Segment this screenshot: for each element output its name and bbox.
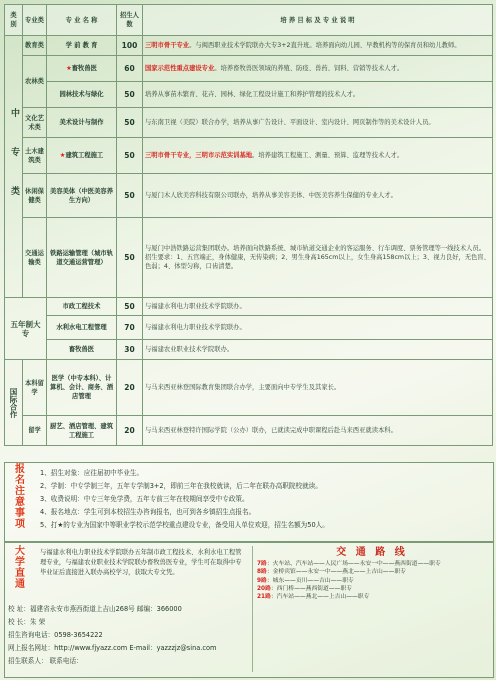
route-desc: ：火车站、汽车站——人民广场——永安一中——燕西街道——职专 bbox=[266, 561, 441, 567]
table-row bbox=[5, 108, 493, 138]
program-description: 与福建水利电力职业技术学院联办。 bbox=[143, 316, 493, 340]
star-icon: ★ bbox=[66, 65, 72, 72]
category-international: 国际合作 bbox=[5, 360, 23, 446]
note-item: 1、招生对象：应往届初中毕业生。 bbox=[40, 469, 144, 477]
highlight-text: 三明市骨干专业，三明市示范实训基地 bbox=[145, 152, 253, 159]
table-row bbox=[5, 138, 493, 174]
highlight-text: 三明市骨干专业 bbox=[145, 42, 190, 49]
description-text: 。与闽西职业技术学院联办大专3+2直升班。培养面向幼儿园、早教机构等的保育员和幼儿教师。 bbox=[189, 42, 461, 49]
enrollment-count: 50 bbox=[117, 138, 143, 174]
subcategory-cell: 文化艺术类 bbox=[23, 108, 47, 138]
route-desc: ：金桥宾馆——永安一中——燕北——上吉山——职专 bbox=[266, 569, 406, 576]
enrollment-count: 50 bbox=[117, 298, 143, 316]
enrollment-count: 50 bbox=[117, 108, 143, 138]
route-item bbox=[253, 585, 491, 593]
program-description: 与福建水利电力职业技术学院联办。 bbox=[143, 298, 493, 316]
table-row bbox=[5, 82, 493, 108]
enrollment-count: 20 bbox=[117, 416, 143, 446]
program-description bbox=[143, 138, 493, 174]
program-description bbox=[143, 56, 493, 82]
route-number: 9路 bbox=[257, 577, 267, 584]
table-row bbox=[5, 36, 493, 56]
program-description: 与厦门中浩铁路运营集团联办。培养面向铁路系统、城市轨道交通企业的客运服务、行车调度、票务管理等一线技术人员。招生要求：1、五官端正，身体健康，无传染病；2、男生身高165cm以上，女生身高158cm以上；3、视力良好，无色盲、色弱；4、体型匀称，口齿清楚。 bbox=[143, 218, 493, 298]
table-row bbox=[5, 56, 493, 82]
note-item: 2、学制：中专学制三年，五年专学制3+2，即前三年在我校就读，后二年在联办高职院校就读。 bbox=[40, 482, 322, 490]
subcategory-cell: 本科留学 bbox=[23, 360, 47, 416]
header-subcategory: 专业类 bbox=[23, 5, 47, 36]
major-name: 学 前 教 育 bbox=[47, 36, 117, 56]
enrollment-count: 70 bbox=[117, 316, 143, 340]
enrollment-count: 20 bbox=[117, 360, 143, 416]
highlight-text: 国家示范性重点建设专业 bbox=[145, 65, 215, 72]
header-category: 类 别 bbox=[5, 5, 23, 36]
major-name bbox=[47, 56, 117, 82]
table-row bbox=[5, 360, 493, 416]
subcategory-cell: 农林类 bbox=[23, 56, 47, 108]
enrollment-count: 50 bbox=[117, 218, 143, 298]
route-number: 7路 bbox=[257, 561, 267, 567]
subcategory-cell: 土木建筑类 bbox=[23, 138, 47, 174]
table-header-row bbox=[5, 5, 493, 36]
enrollment-count: 50 bbox=[117, 174, 143, 218]
web-email: 网上报名网址：http://www.fjyazz.com E-mail：yazzzjz@sina.com bbox=[8, 644, 217, 652]
enroll-phone: 招生咨询电话：0598-3654222 bbox=[8, 631, 103, 639]
major-name: 美术设计与制作 bbox=[47, 108, 117, 138]
table-row bbox=[5, 416, 493, 446]
route-item bbox=[253, 560, 491, 568]
header-count: 招生人数 bbox=[117, 5, 143, 36]
major-name bbox=[47, 138, 117, 174]
header-major: 专 业 名 称 bbox=[47, 5, 117, 36]
category-zhongzhuan: 中专类 bbox=[5, 36, 23, 298]
traffic-panel bbox=[252, 546, 491, 672]
program-description: 与福建农业职业技术学院联办。 bbox=[143, 340, 493, 360]
subcategory-cell: 留学 bbox=[23, 416, 47, 446]
table-row bbox=[5, 174, 493, 218]
principal: 校 长：朱 荣 bbox=[8, 618, 46, 626]
route-desc: ：汽车站——燕北——上吉山——职专 bbox=[270, 594, 370, 601]
route-desc: ：城东——贡川——吉山——职专 bbox=[266, 577, 354, 584]
enrollment-count: 60 bbox=[117, 56, 143, 82]
major-name: 美容美体（中医美容养生方向） bbox=[47, 174, 117, 218]
category-five-year: 五年制大专 bbox=[5, 298, 47, 360]
program-description: 与东南卫视（美院）联合办学，培养从事广告设计、平面设计、室内设计、网页制作等的美术设计人员。 bbox=[143, 108, 493, 138]
note-item: 4、报名地点：学生可到本校招生办咨询报名，也可到各乡镇招生点报名。 bbox=[40, 508, 256, 516]
enrollment-count: 100 bbox=[117, 36, 143, 56]
note-item: 5、打★的专业为国家中等职业学校示范学校重点建设专业，备受用人单位欢迎，招生名额为50人。 bbox=[40, 521, 329, 529]
traffic-title: 交 通 路 线 bbox=[336, 547, 408, 558]
enrollment-count: 30 bbox=[117, 340, 143, 360]
route-item bbox=[253, 593, 491, 601]
program-description: 与马来西亚林登特许国际学院（公办）联办，已就读完成中职课程后赴马来西亚就读本科。 bbox=[143, 416, 493, 446]
description-text: 。培养建筑工程施工、测量、预算、监理等技术人才。 bbox=[252, 152, 404, 159]
program-description: 与马来西亚林登国际教育集团联合办学，主要面向中专学生及其家长。 bbox=[143, 360, 493, 416]
major-name: 园林技术与绿化 bbox=[47, 82, 117, 108]
major-name: 市政工程技术 bbox=[47, 298, 117, 316]
subcategory-cell: 休闲保健类 bbox=[23, 174, 47, 218]
program-description: 培养从事苗木繁育、花卉、园林、绿化工程设计施工和养护管理的技术人才。 bbox=[143, 82, 493, 108]
table-row bbox=[5, 218, 493, 298]
univ-text: 与福建水利电力职业技术学院联办五年制市政工程技术、水利水电工程管理专业，与福建农业职业技术学院联办畜牧兽医专业，学生可在取得中专毕业证后直接进入联办高校学习，获取大专文凭。 bbox=[40, 549, 242, 576]
enrollment-count: 50 bbox=[117, 82, 143, 108]
major-name: 铁路运输管理（城市轨道交通运营管理） bbox=[47, 218, 117, 298]
major-name: 厨艺、酒店管理、建筑工程施工 bbox=[47, 416, 117, 446]
univ-title: 大学直通 bbox=[15, 546, 25, 590]
note-item: 3、收费说明：中专三年免学费，五年专前三年在校期间享受中专政策。 bbox=[40, 495, 249, 503]
route-item bbox=[253, 577, 491, 585]
major-name: 水利水电工程管理 bbox=[47, 316, 117, 340]
table-row bbox=[5, 298, 493, 316]
major-name: 医学（中专本科）、计算机、会计、商务、酒店管理 bbox=[47, 360, 117, 416]
route-desc: ：西门桥——燕西街道——职专 bbox=[270, 585, 353, 592]
contact-person: 招生联系人： 联系电话： bbox=[8, 657, 83, 665]
route-number: 8路 bbox=[257, 569, 267, 576]
route-number: 21路 bbox=[257, 594, 271, 601]
program-description bbox=[143, 36, 493, 56]
subcategory-cell: 教育类 bbox=[23, 36, 47, 56]
route-number: 20路 bbox=[257, 585, 271, 592]
table-row bbox=[5, 316, 493, 340]
notes-title: 报名注意事项 bbox=[15, 464, 25, 530]
major-label: 建筑工程施工 bbox=[65, 152, 104, 159]
program-description: 与厦门木人欣美容科技有限公司联办，培养从事美容美体、中医美容养生保健的专业人才。 bbox=[143, 174, 493, 218]
star-icon: ★ bbox=[59, 152, 66, 159]
major-name: 畜牧兽医 bbox=[47, 340, 117, 360]
program-table bbox=[4, 4, 493, 446]
subcategory-cell: 交通运输类 bbox=[23, 218, 47, 298]
header-desc: 培 养 目 标 及 专 业 说 明 bbox=[143, 5, 493, 36]
description-text: 。培养畜牧兽医领域的养殖、防疫、兽药、饲料、营销等技术人才。 bbox=[214, 65, 404, 72]
route-item bbox=[253, 568, 491, 576]
table-row bbox=[5, 340, 493, 360]
major-label: 畜牧兽医 bbox=[71, 65, 97, 72]
school-address: 校 址：福建省永安市燕西街道上吉山268号 邮编：366000 bbox=[8, 605, 182, 613]
